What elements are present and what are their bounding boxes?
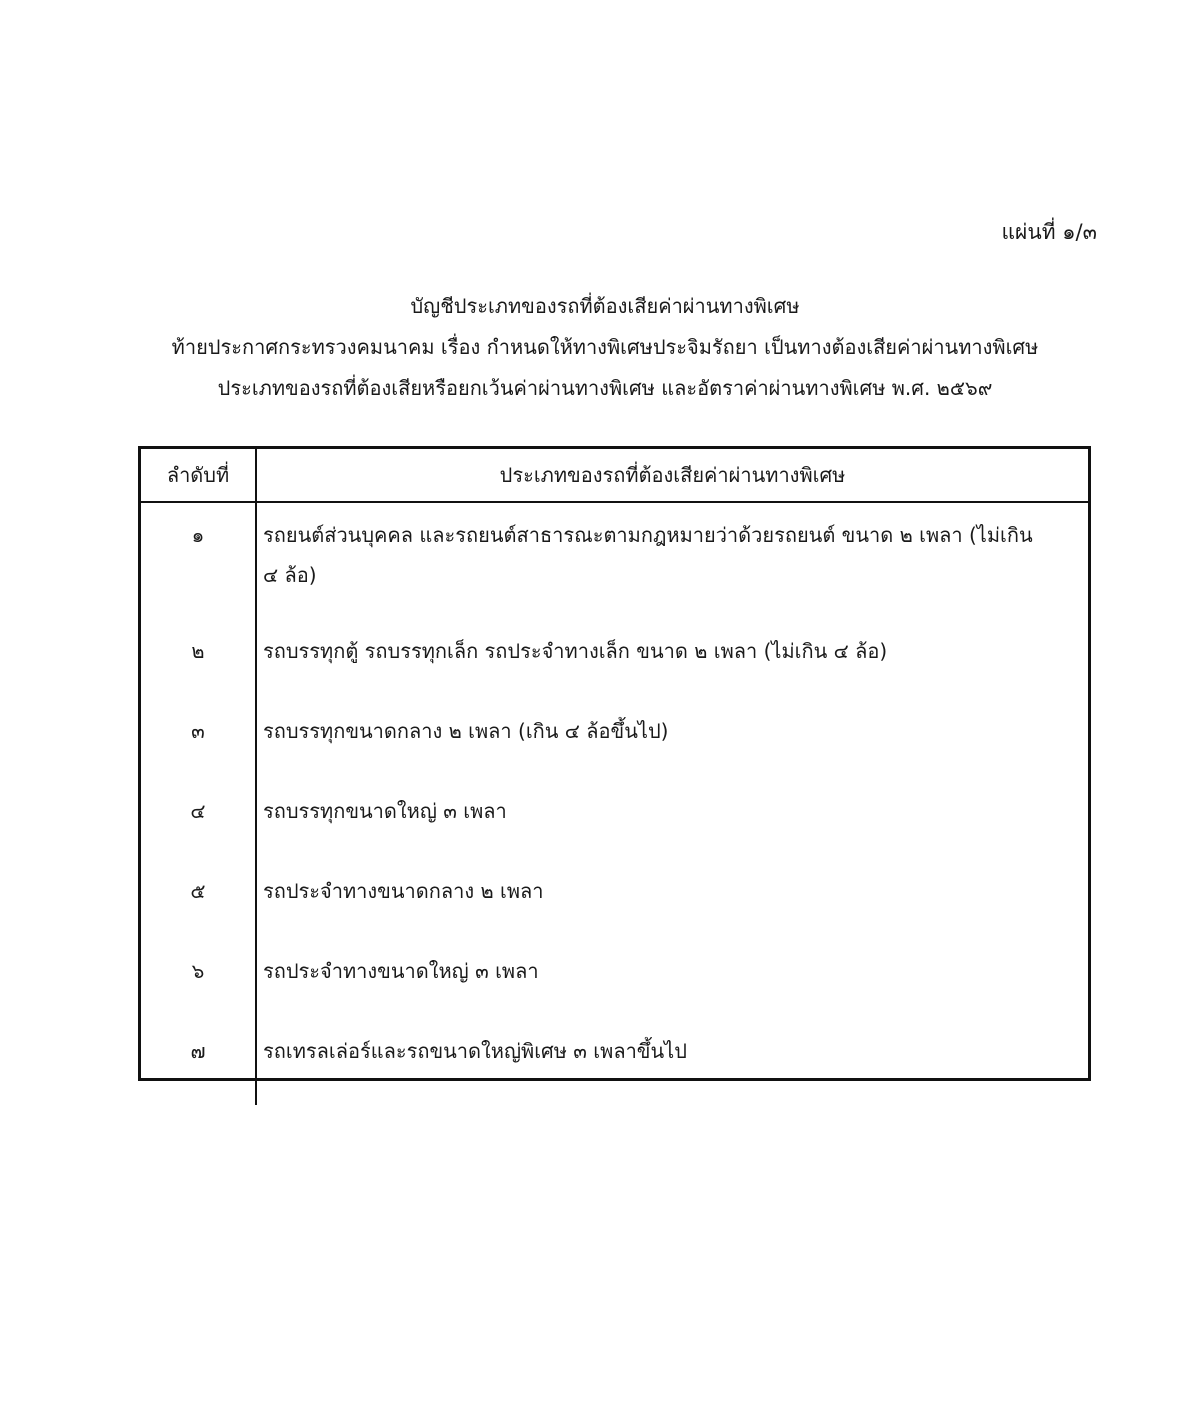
row-vehicle-type-text: รถบรรทุกตู้ รถบรรทุกเล็ก รถประจำทางเล็ก ขนาด ๒ เพลา (ไม่เกิน ๔ ล้อ) [263,639,888,663]
table-row [141,791,1088,871]
table-row [141,502,1088,631]
row-vehicle-type [256,871,1088,951]
row-vehicle-type [256,951,1088,1031]
table-header-row [141,449,1088,502]
row-number: ๑ [141,502,256,631]
row-vehicle-type-text: รถประจำทางขนาดกลาง ๒ เพลา [263,879,544,903]
row-vehicle-type-text: รถประจำทางขนาดใหญ่ ๓ เพลา [263,959,539,983]
table-row [141,871,1088,951]
row-vehicle-type [256,631,1088,711]
title-line-1: บัญชีประเภทของรถที่ต้องเสียค่าผ่านทางพิเศษ [410,294,800,318]
row-vehicle-type-text: รถบรรทุกขนาดกลาง ๒ เพลา (เกิน ๔ ล้อขึ้นไป) [263,719,669,743]
row-number: ๔ [141,791,256,871]
row-vehicle-type [256,1031,1088,1105]
page-number: แผ่นที่ ๑/๓ [1001,220,1097,244]
table-row [141,951,1088,1031]
row-vehicle-type-text: รถบรรทุกขนาดใหญ่ ๓ เพลา [263,799,507,823]
row-number: ๖ [141,951,256,1031]
row-number: ๕ [141,871,256,951]
table-row [141,711,1088,791]
row-number: ๗ [141,1031,256,1105]
table-row [141,1031,1088,1105]
row-number: ๓ [141,711,256,791]
row-vehicle-type-text: รถเทรลเล่อร์และรถขนาดใหญ่พิเศษ ๓ เพลาขึ้นไป [263,1039,687,1063]
row-number: ๒ [141,631,256,711]
document-title [60,286,1150,409]
row-vehicle-type [256,502,1088,631]
table-row [141,631,1088,711]
row-vehicle-type [256,711,1088,791]
vehicle-type-table [138,446,1091,1081]
row-vehicle-type [256,791,1088,871]
title-line-2: ท้ายประกาศกระทรวงคมนาคม เรื่อง กำหนดให้ทางพิเศษประจิมรัถยา เป็นทางต้องเสียค่าผ่านทางพิเศษ [171,335,1039,359]
header-sequence-no: ลำดับที่ [141,449,256,502]
title-line-3: ประเภทของรถที่ต้องเสียหรือยกเว้นค่าผ่านทางพิเศษ และอัตราค่าผ่านทางพิเศษ พ.ศ. ๒๕๖๙ [217,376,993,400]
header-vehicle-type: ประเภทของรถที่ต้องเสียค่าผ่านทางพิเศษ [256,449,1088,502]
row-vehicle-type-text: รถยนต์ส่วนบุคคล และรถยนต์สาธารณะตามกฎหมายว่าด้วยรถยนต์ ขนาด ๒ เพลา (ไม่เกิน ๔ ล้อ) [263,523,1033,587]
